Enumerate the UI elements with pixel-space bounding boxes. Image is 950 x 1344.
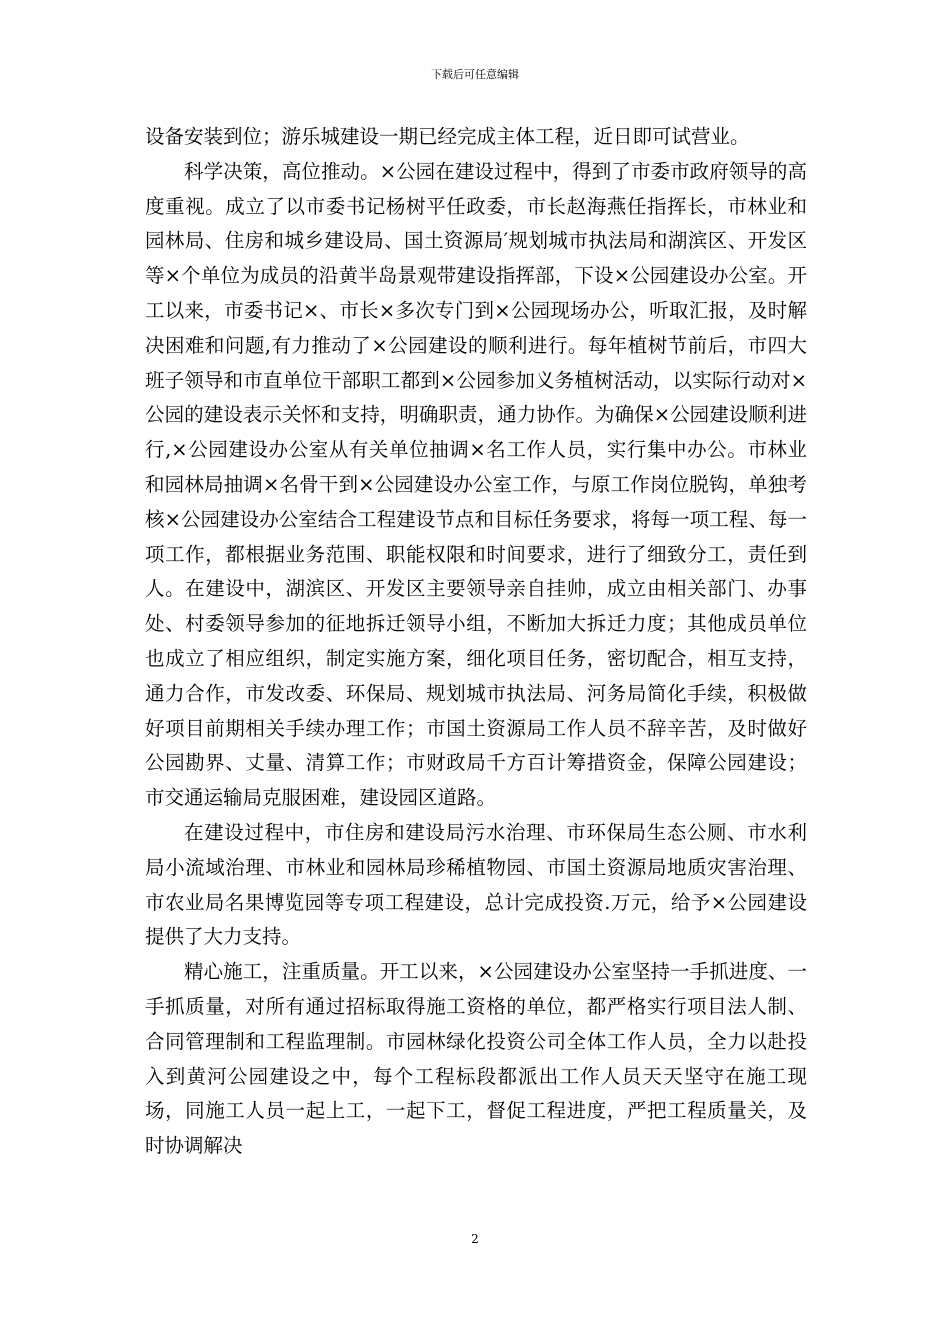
page-number: 2 xyxy=(471,1232,479,1246)
paragraph: 设备安装到位；游乐城建设一期已经完成主体工程，近日即可试营业。 xyxy=(145,125,750,148)
paragraph: 科学决策，高位推动。×公园在建设过程中，得到了市委市政府领导的高度重视。成立了以市委书记杨树平任政委，市长赵海燕任指挥长，市林业和园林局、住房和城乡建设局、国土资源局′规划城市执法局和湖滨区、开发区等×个单位为成员的沿黄半岛景观带建设指挥部，下设×公园建设办公室。开工以来，市委书记×、市长×多次专门到×公园现场办公，听取汇报，及时解决困难和问题,有力推动了×公园建设的顺利进行。每年植树节前后，市四大班子领导和市直单位干部职工都到×公园参加义务植树活动，以实际行动对×公园的建设表示关怀和支持，明确职责，通力协作。为确保×公园建设顺利进行,×公园建设办公室从有关单位抽调×名工作人员，实行集中办公。市林业和园林局抽调×名骨干到×公园建设办公室工作，与原工作岗位脱钩，单独考核×公园建设办公室结合工程建设节点和目标任务要求，将每一项工程、每一项工作，都根据业务范围、职能权限和时间要求，进行了细致分工，责任到人。在建设中，湖滨区、开发区主要领导亲自挂帅，成立由相关部门、办事处、村委领导参加的征地拆迁领导小组，不断加大拆迁力度；其他成员单位也成立了相应组织，制定实施方案，细化项目任务，密切配合，相互支持，通力合作，市发改委、环保局、规划城市执法局、河务局简化手续，积极做好项目前期相关手续办理工作；市国土资源局工作人员不辞辛苦，及时做好公园勘界、丈量、清算工作；市财政局千方百计筹措资金，保障公园建设；市交通运输局克服困难，建设园区道路。 xyxy=(145,159,807,810)
paragraph: 在建设过程中，市住房和建设局污水治理、市环保局生态公厕、市水利局小流域治理、市林业和园林局珍稀植物园、市国土资源局地质灾害治理、市农业局名果博览园等专项工程建设，总计完成投资.万元，给予×公园建设提供了大力支持。 xyxy=(145,820,807,949)
paragraph: 精心施工，注重质量。开工以来，×公园建设办公室坚持一手抓进度、一手抓质量，对所有通过招标取得施工资格的单位，都严格实行项目法人制、合同管理制和工程监理制。市园林绿化投资公司全体工作人员，全力以赴投入到黄河公园建设之中，每个工程标段都派出工作人员天天坚守在施工现场，同施工人员一起上工，一起下工，督促工程进度，严把工程质量关，及时协调解决 xyxy=(145,960,807,1158)
body-text xyxy=(145,120,807,1164)
page-header: 下载后可任意编辑 xyxy=(431,68,519,81)
